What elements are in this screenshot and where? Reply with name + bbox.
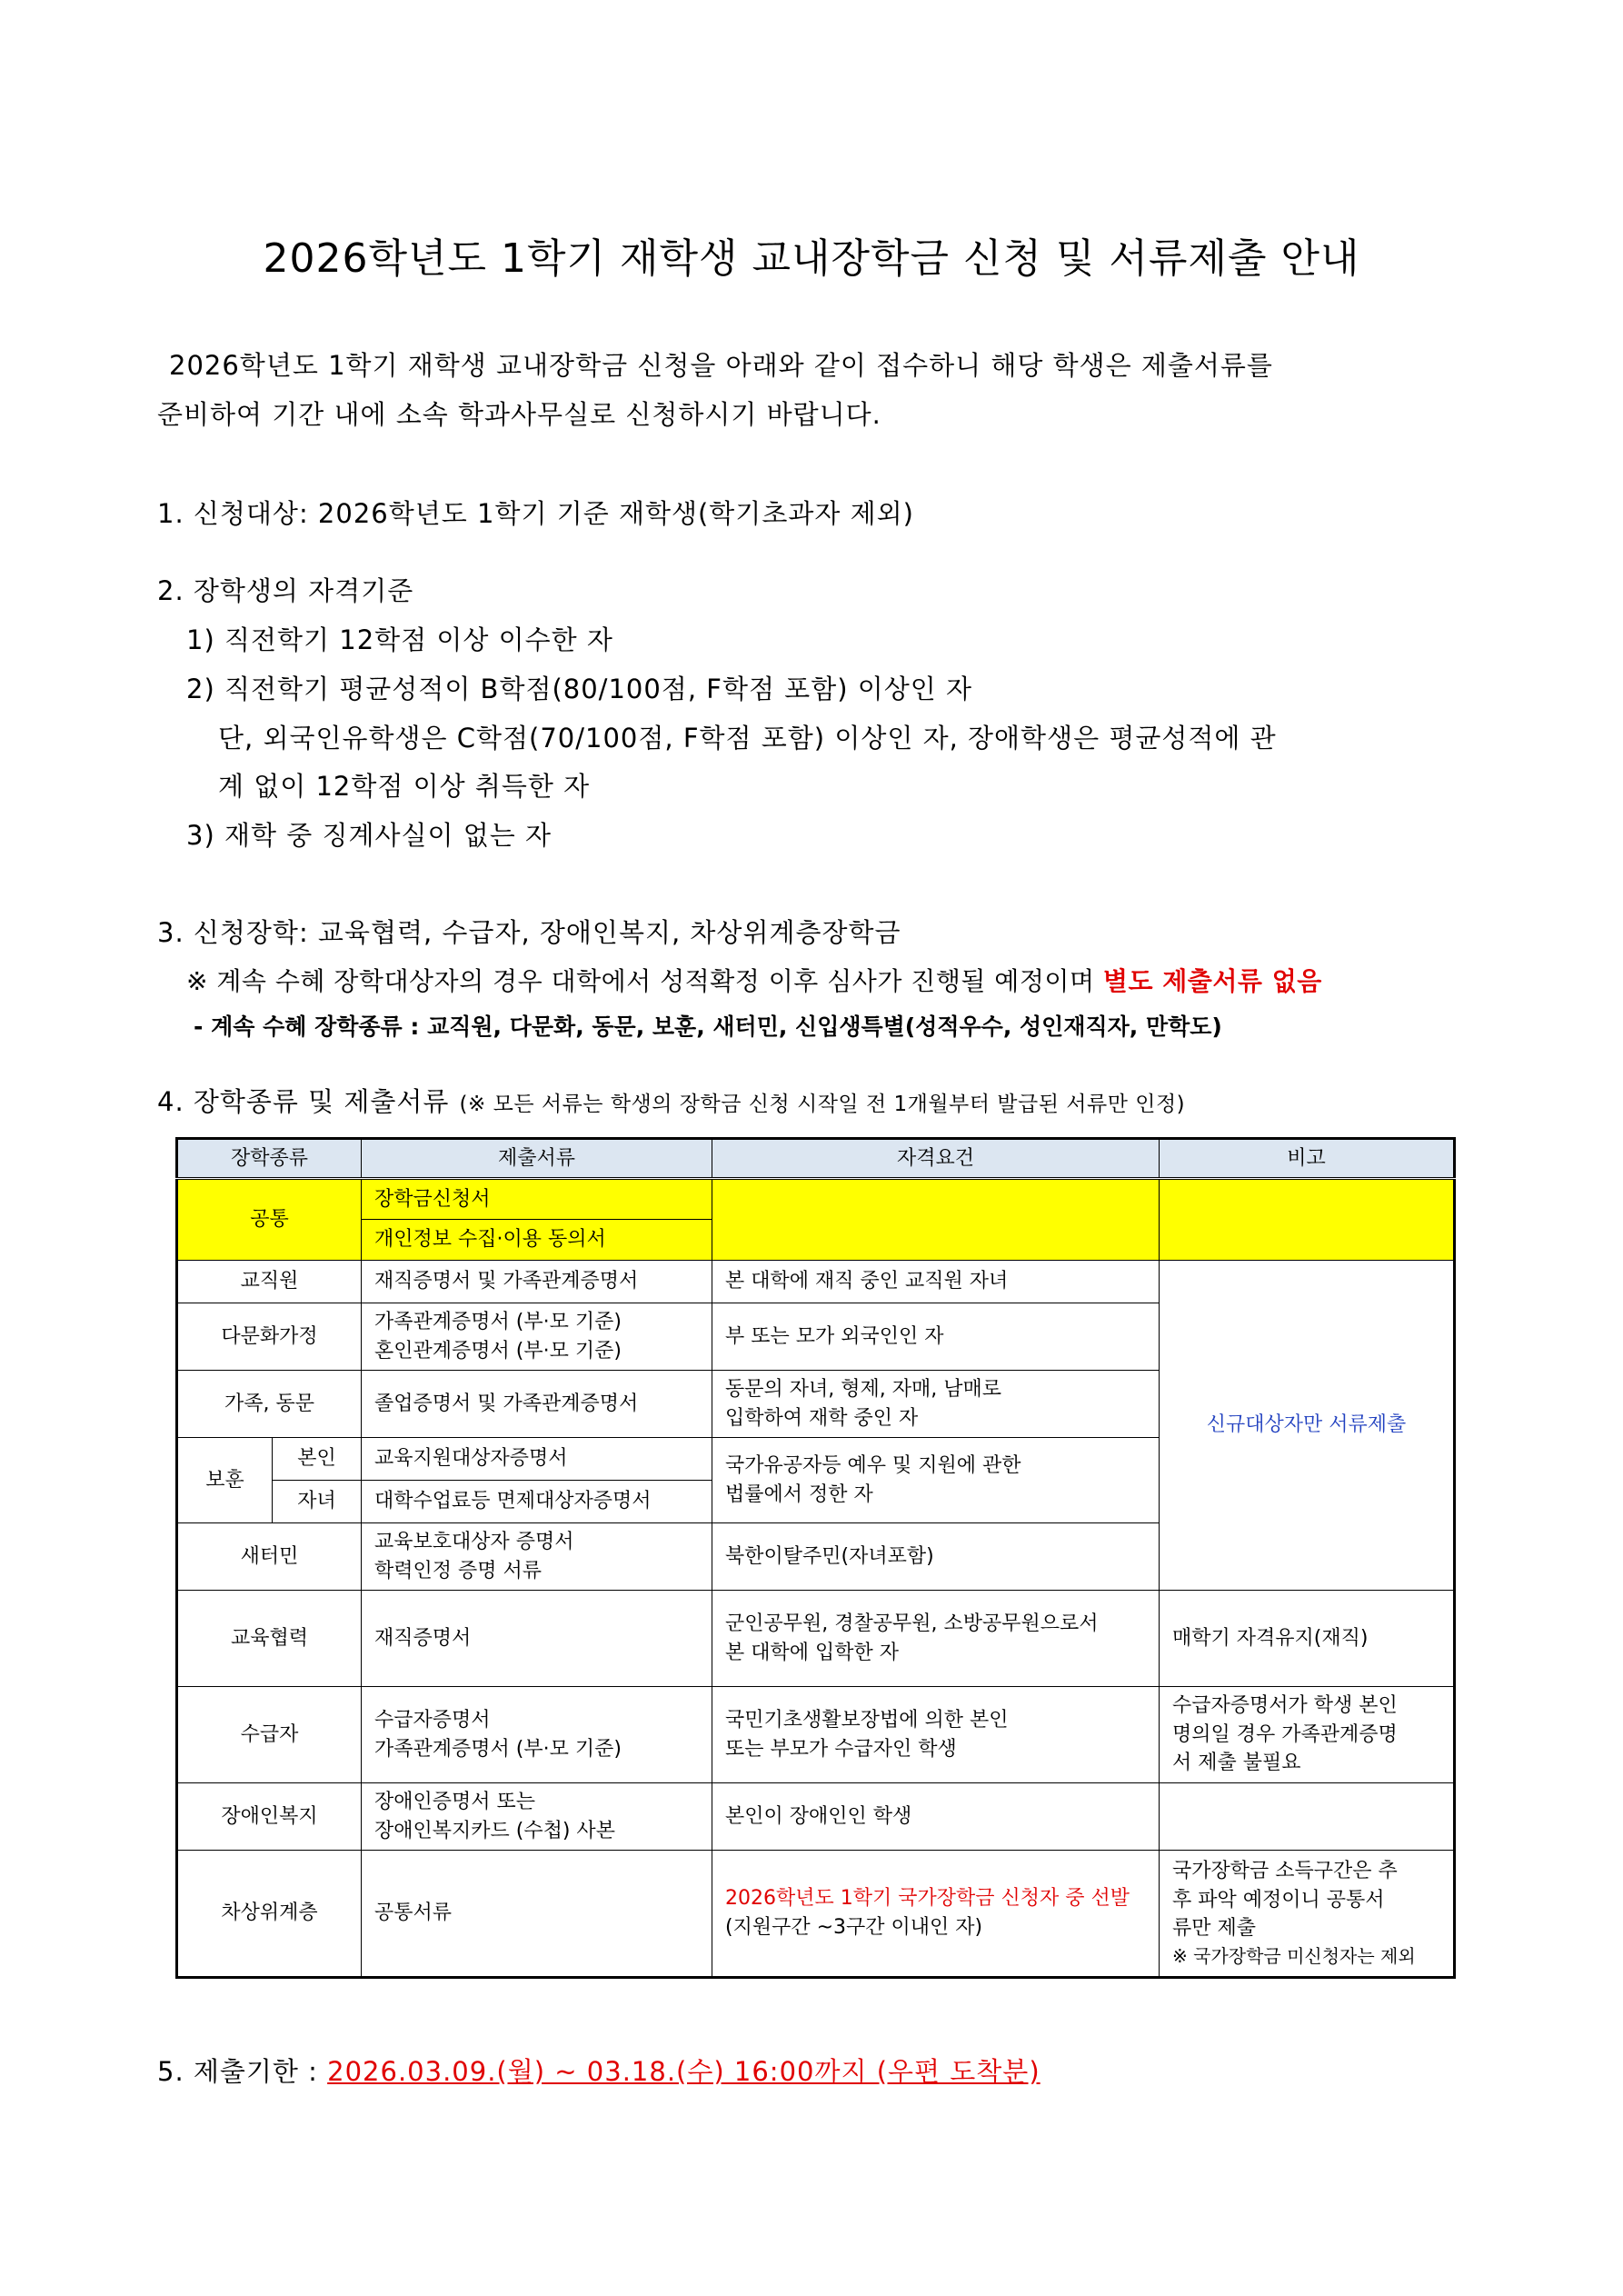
section-3-heading: 3. 신청장학: 교육협력, 수급자, 장애인복지, 차상위계층장학금: [157, 917, 901, 948]
nearpoor-type: 차상위계층: [177, 1851, 362, 1978]
section-3-note-text: ※ 계속 수혜 장학대상자의 경우 대학에서 성적확정 이후 심사가 진행될 예정이며: [186, 966, 1103, 996]
section-5-deadline: 2026.03.09.(월) ~ 03.18.(수) 16:00까지 (우편 도착분): [327, 2056, 1041, 2087]
staff-docs: 재직증명서 및 가족관계증명서: [362, 1261, 712, 1303]
basic-type: 수급자: [177, 1687, 362, 1783]
page-title: 2026학년도 1학기 재학생 교내장학금 신청 및 서류제출 안내: [263, 235, 1360, 282]
common-doc-2: 개인정보 수집·이용 동의서: [362, 1220, 712, 1261]
new-applicants-note: 신규대상자만 서류제출: [1160, 1261, 1455, 1591]
disabled-type: 장애인복지: [177, 1783, 362, 1851]
disabled-requirements: 본인이 장애인인 학생: [712, 1783, 1160, 1851]
defector-docs: [362, 1523, 712, 1591]
table-row: [177, 1261, 1455, 1303]
basic-doc-1: 수급자증명서: [374, 1708, 491, 1732]
veteran-child-docs: 대학수업료등 면제대상자증명서: [362, 1481, 712, 1523]
disabled-docs: [362, 1783, 712, 1851]
edu-req-2: 본 대학에 입학한 자: [725, 1641, 900, 1664]
header-requirements: 자격요건: [712, 1139, 1160, 1179]
common-requirements: [712, 1179, 1160, 1261]
veteran-req-1: 국가유공자등 예우 및 지원에 관한: [725, 1453, 1021, 1477]
veteran-req-2: 법률에서 정한 자: [725, 1482, 873, 1506]
nearpoor-requirements: [712, 1851, 1160, 1978]
section-2-item-2-note-2: 계 없이 12학점 이상 취득한 자: [218, 771, 591, 802]
scholarship-table: [175, 1137, 1456, 1979]
common-type: 공통: [177, 1179, 362, 1261]
basic-doc-2: 가족관계증명서 (부·모 기준): [374, 1737, 622, 1761]
table-row: [177, 1687, 1455, 1783]
common-doc-1: 장학금신청서: [362, 1179, 712, 1220]
header-remarks: 비고: [1160, 1139, 1455, 1179]
section-3-note: [186, 962, 1322, 998]
section-2-item-3: 3) 재학 중 징계사실이 없는 자: [186, 820, 553, 851]
section-2-heading: 2. 장학생의 자격기준: [157, 575, 414, 606]
table-row: [177, 1591, 1455, 1687]
header-documents: 제출서류: [362, 1139, 712, 1179]
multicultural-docs: [362, 1303, 712, 1371]
disabled-doc-1: 장애인증명서 또는: [374, 1790, 536, 1813]
intro-line-2: 준비하여 기간 내에 소속 학과사무실로 신청하시기 바랍니다.: [157, 399, 881, 430]
section-4-heading: 4. 장학종류 및 제출서류: [157, 1086, 450, 1117]
basic-req-1: 국민기초생활보장법에 의한 본인: [725, 1708, 1009, 1732]
section-2-item-2-note-1: 단, 외국인유학생은 C학점(70/100점, F학점 포함) 이상인 자, 장애학생은 평균성적에 관: [218, 723, 1277, 754]
section-1-eligibility: 1. 신청대상: 2026학년도 1학기 기준 재학생(학기초과자 제외): [157, 498, 914, 529]
alumni-req-1: 동문의 자녀, 형제, 자매, 남매로: [725, 1377, 1001, 1401]
edu-remarks: 매학기 자격유지(재직): [1160, 1591, 1455, 1687]
basic-note-1: 수급자증명서가 학생 본인: [1172, 1693, 1398, 1717]
veteran-self-docs: 교육지원대상자증명서: [362, 1438, 712, 1481]
nearpoor-docs: 공통서류: [362, 1851, 712, 1978]
veteran-self-label: 본인: [273, 1438, 362, 1481]
defector-doc-2: 학력인정 증명 서류: [374, 1559, 543, 1582]
nearpoor-req-highlight: 2026학년도 1학기 국가장학금 신청자 중 선발: [725, 1887, 1130, 1911]
defector-doc-1: 교육보호대상자 증명서: [374, 1530, 574, 1553]
nearpoor-remarks: [1160, 1851, 1455, 1978]
basic-note-2: 명의일 경우 가족관계증명: [1172, 1722, 1398, 1746]
nearpoor-note-3: 류만 제출: [1172, 1917, 1257, 1941]
nearpoor-note-2: 후 파악 예정이니 공통서: [1172, 1888, 1385, 1912]
multicultural-doc-1: 가족관계증명서 (부·모 기준): [374, 1310, 622, 1333]
section-5-deadline-row: [157, 2051, 1041, 2089]
section-5-label: 5. 제출기한 :: [157, 2056, 328, 2087]
alumni-docs: 졸업증명서 및 가족관계증명서: [362, 1371, 712, 1438]
staff-type: 교직원: [177, 1261, 362, 1303]
section-4-heading-row: [157, 1082, 1185, 1119]
alumni-type: 가족, 동문: [177, 1371, 362, 1438]
defector-requirements: 북한이탈주민(자녀포함): [712, 1523, 1160, 1591]
section-3-continuing-list: - 계속 수혜 장학종류 : 교직원, 다문화, 동문, 보훈, 새터민, 신입생특별(성적우수, 성인재직자, 만학도): [194, 1013, 1222, 1040]
nearpoor-note-1: 국가장학금 소득구간은 추: [1172, 1859, 1398, 1882]
edu-docs: 재직증명서: [362, 1591, 712, 1687]
disabled-remarks: [1160, 1783, 1455, 1851]
veteran-requirements: [712, 1438, 1160, 1523]
table-row: [177, 1851, 1455, 1978]
edu-req-1: 군인공무원, 경찰공무원, 소방공무원으로서: [725, 1612, 1099, 1635]
basic-req-2: 또는 부모가 수급자인 학생: [725, 1737, 957, 1761]
basic-docs: [362, 1687, 712, 1783]
table-row: [177, 1783, 1455, 1851]
basic-note-3: 서 제출 불필요: [1172, 1752, 1301, 1775]
nearpoor-req-2: (지원구간 ~3구간 이내인 자): [725, 1916, 983, 1939]
multicultural-requirements: 부 또는 모가 외국인인 자: [712, 1303, 1160, 1371]
defector-type: 새터민: [177, 1523, 362, 1591]
table-header-row: [177, 1139, 1455, 1179]
section-4-note: (※ 모든 서류는 학생의 장학금 신청 시작일 전 1개월부터 발급된 서류만 인정): [459, 1093, 1186, 1116]
header-type: 장학종류: [177, 1139, 362, 1179]
basic-requirements: [712, 1687, 1160, 1783]
edu-requirements: [712, 1591, 1160, 1687]
alumni-req-2: 입학하여 재학 중인 자: [725, 1406, 919, 1430]
veteran-child-label: 자녀: [273, 1481, 362, 1523]
veteran-type: 보훈: [177, 1438, 273, 1523]
multicultural-type: 다문화가정: [177, 1303, 362, 1371]
intro-line-1: 2026학년도 1학기 재학생 교내장학금 신청을 아래와 같이 접수하니 해당 학생은 제출서류를: [169, 350, 1273, 381]
common-remarks: [1160, 1179, 1455, 1261]
edu-type: 교육협력: [177, 1591, 362, 1687]
staff-requirements: 본 대학에 재직 중인 교직원 자녀: [712, 1261, 1160, 1303]
disabled-doc-2: 장애인복지카드 (수첩) 사본: [374, 1819, 615, 1842]
multicultural-doc-2: 혼인관계증명서 (부·모 기준): [374, 1339, 622, 1363]
alumni-requirements: [712, 1371, 1160, 1438]
section-3-note-highlight: 별도 제출서류 없음: [1102, 966, 1322, 996]
basic-remarks: [1160, 1687, 1455, 1783]
nearpoor-note-4: ※ 국가장학금 미신청자는 제외: [1172, 1945, 1416, 1968]
section-2-item-1: 1) 직전학기 12학점 이상 이수한 자: [186, 624, 613, 655]
table-row-common: [177, 1179, 1455, 1220]
section-2-item-2: 2) 직전학기 평균성적이 B학점(80/100점, F학점 포함) 이상인 자: [186, 674, 973, 704]
